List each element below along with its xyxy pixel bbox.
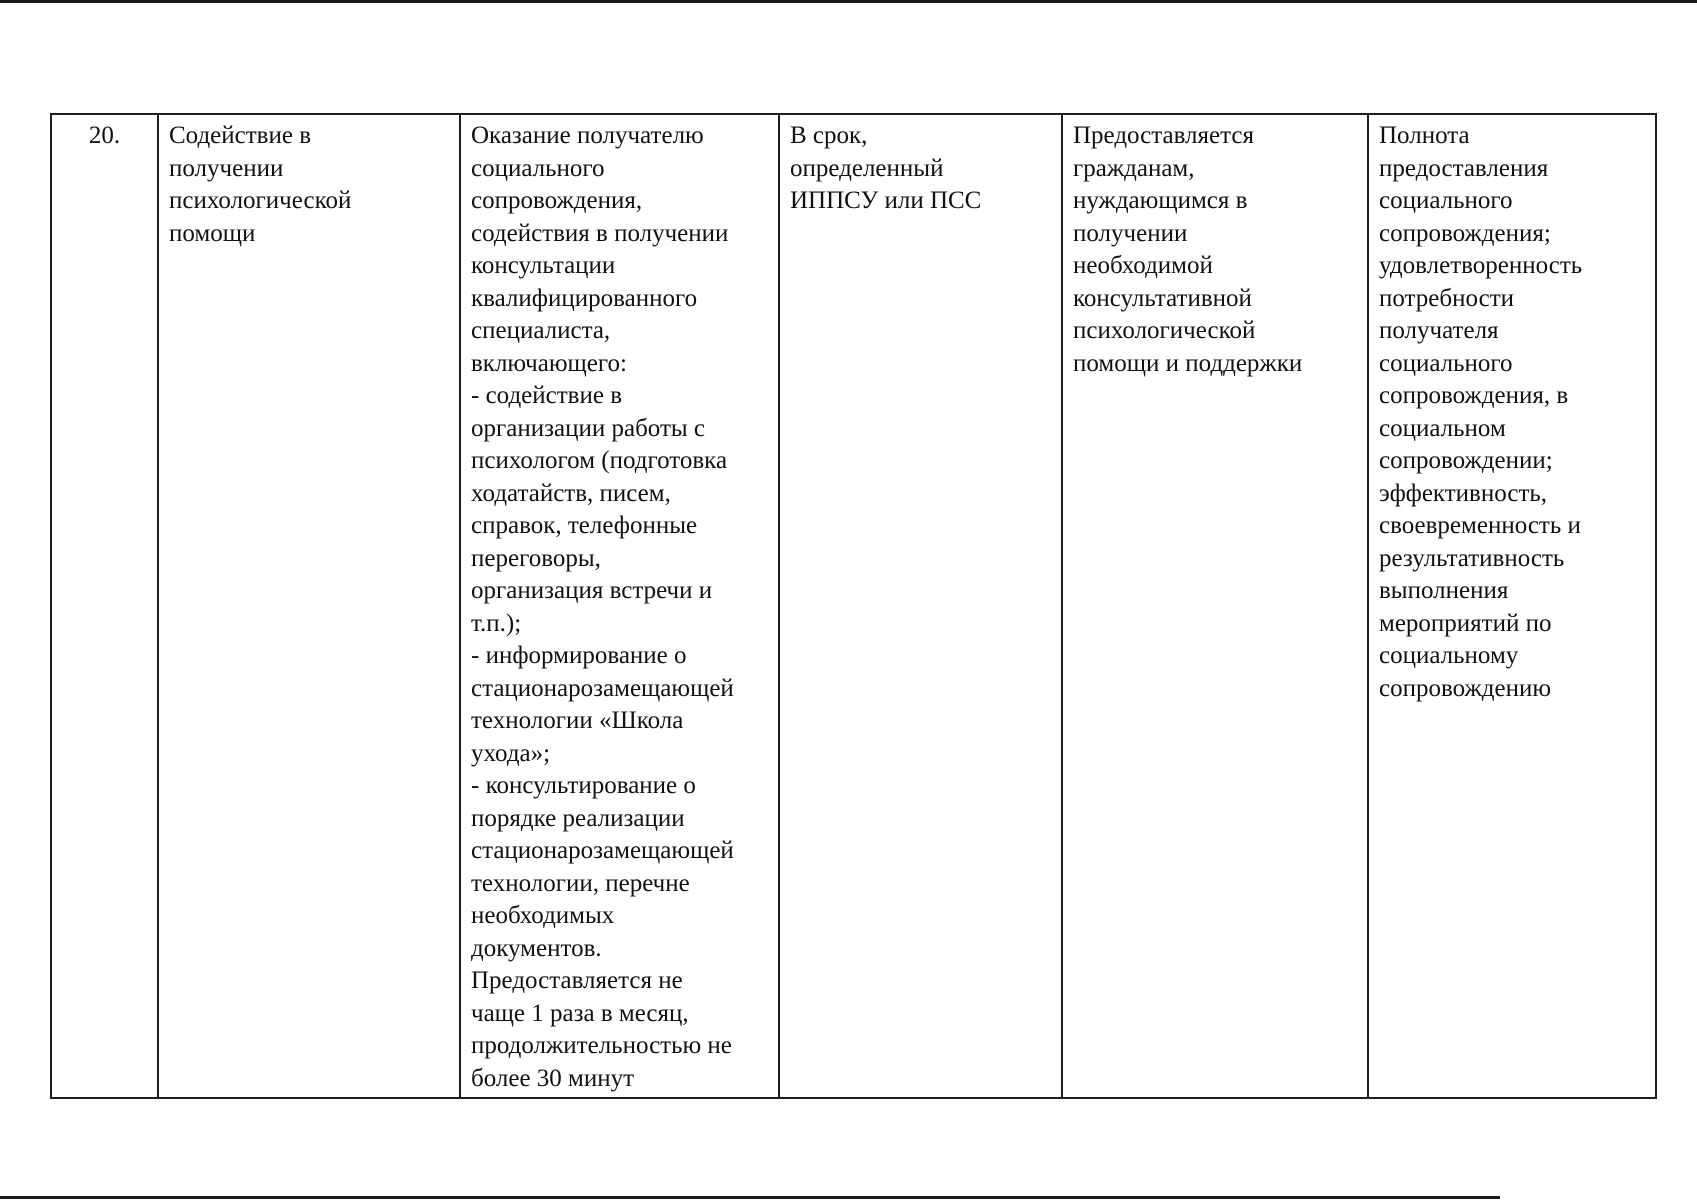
- text-line: - содействие в: [471, 382, 623, 409]
- text-line: стационарозамещающей: [471, 837, 734, 864]
- text-line: своевременность и: [1379, 512, 1581, 539]
- text-line: социального: [1379, 349, 1513, 377]
- row-number: 20.: [88, 122, 121, 149]
- text-line: мероприятий по: [1379, 609, 1552, 637]
- scan-bottom-edge: [0, 1196, 1500, 1199]
- term-cell: [779, 114, 1062, 1098]
- conditions-text: [1073, 120, 1357, 380]
- text-line: получении: [169, 154, 284, 182]
- text-line: Оказание получателю: [471, 122, 704, 149]
- text-line: гражданам,: [1073, 154, 1195, 182]
- text-line: предоставления: [1379, 154, 1549, 182]
- text-line: социального: [471, 154, 605, 182]
- text-line: сопровождению: [1379, 674, 1552, 702]
- term-text: [790, 120, 1051, 218]
- text-line: Полнота: [1379, 122, 1470, 149]
- text-line: социального: [1379, 187, 1513, 214]
- service-name-text: [169, 120, 449, 250]
- text-line: сопровождения;: [1379, 219, 1551, 247]
- conditions-cell: [1062, 114, 1368, 1098]
- text-line: Содействие в: [169, 122, 312, 149]
- text-line: организации работы с: [471, 414, 706, 442]
- description-text: [471, 120, 768, 1095]
- text-line: Предоставляется: [1073, 122, 1254, 149]
- text-line: порядке реализации: [471, 804, 685, 832]
- quality-cell: [1368, 114, 1656, 1098]
- text-line: продолжительностью не: [471, 1032, 732, 1059]
- text-line: справок, телефонные: [471, 512, 698, 539]
- text-line: получении: [1073, 219, 1188, 247]
- text-line: - информирование о: [471, 642, 687, 669]
- text-line: помощи и поддержки: [1073, 349, 1303, 377]
- text-line: психологической: [169, 187, 352, 214]
- text-line: стационарозамещающей: [471, 674, 734, 702]
- text-line: переговоры,: [471, 544, 601, 572]
- text-line: более 30 минут: [471, 1064, 635, 1092]
- text-line: В срок,: [790, 122, 868, 149]
- text-line: социальном: [1379, 414, 1506, 442]
- text-line: необходимых: [471, 902, 615, 929]
- text-line: квалифицированного: [471, 284, 698, 312]
- text-line: специалиста,: [471, 317, 611, 344]
- text-line: получателя: [1379, 317, 1499, 344]
- text-line: организация встречи и: [471, 577, 713, 604]
- text-line: нуждающимся в: [1073, 187, 1248, 214]
- text-line: психологической: [1073, 317, 1256, 344]
- text-line: технологии «Школа: [471, 707, 684, 734]
- text-line: содействия в получении: [471, 219, 729, 247]
- text-line: сопровождения, в: [1379, 382, 1569, 409]
- text-line: удовлетворенность: [1379, 252, 1583, 279]
- text-line: чаще 1 раза в месяц,: [471, 999, 689, 1027]
- text-line: результативность: [1379, 544, 1565, 572]
- text-line: выполнения: [1379, 577, 1509, 604]
- row-number-cell: [51, 114, 158, 1098]
- text-line: включающего:: [471, 349, 627, 377]
- text-line: ходатайств, писем,: [471, 479, 671, 507]
- text-line: необходимой: [1073, 252, 1213, 279]
- text-line: сопровождения,: [471, 187, 643, 214]
- text-line: документов.: [471, 934, 602, 962]
- text-line: консультативной: [1073, 284, 1252, 312]
- text-line: помощи: [169, 219, 256, 247]
- text-line: ИППСУ или ПСС: [790, 187, 982, 214]
- description-cell: [460, 114, 779, 1098]
- text-line: социальному: [1379, 642, 1519, 669]
- scan-top-edge: [0, 0, 1697, 3]
- text-line: технологии, перечне: [471, 869, 690, 897]
- table-row: [51, 114, 1656, 1098]
- service-name-cell: [158, 114, 460, 1098]
- text-line: т.п.);: [471, 609, 522, 637]
- text-line: потребности: [1379, 284, 1514, 312]
- text-line: Предоставляется не: [471, 967, 683, 994]
- services-table: [50, 113, 1657, 1099]
- text-line: определенный: [790, 154, 944, 182]
- text-line: - консультирование о: [471, 772, 696, 799]
- text-line: ухода»;: [471, 739, 551, 767]
- text-line: консультации: [471, 252, 616, 279]
- text-line: психологом (подготовка: [471, 447, 728, 474]
- quality-text: [1379, 120, 1645, 705]
- text-line: эффективность,: [1379, 479, 1548, 507]
- text-line: сопровождении;: [1379, 447, 1553, 474]
